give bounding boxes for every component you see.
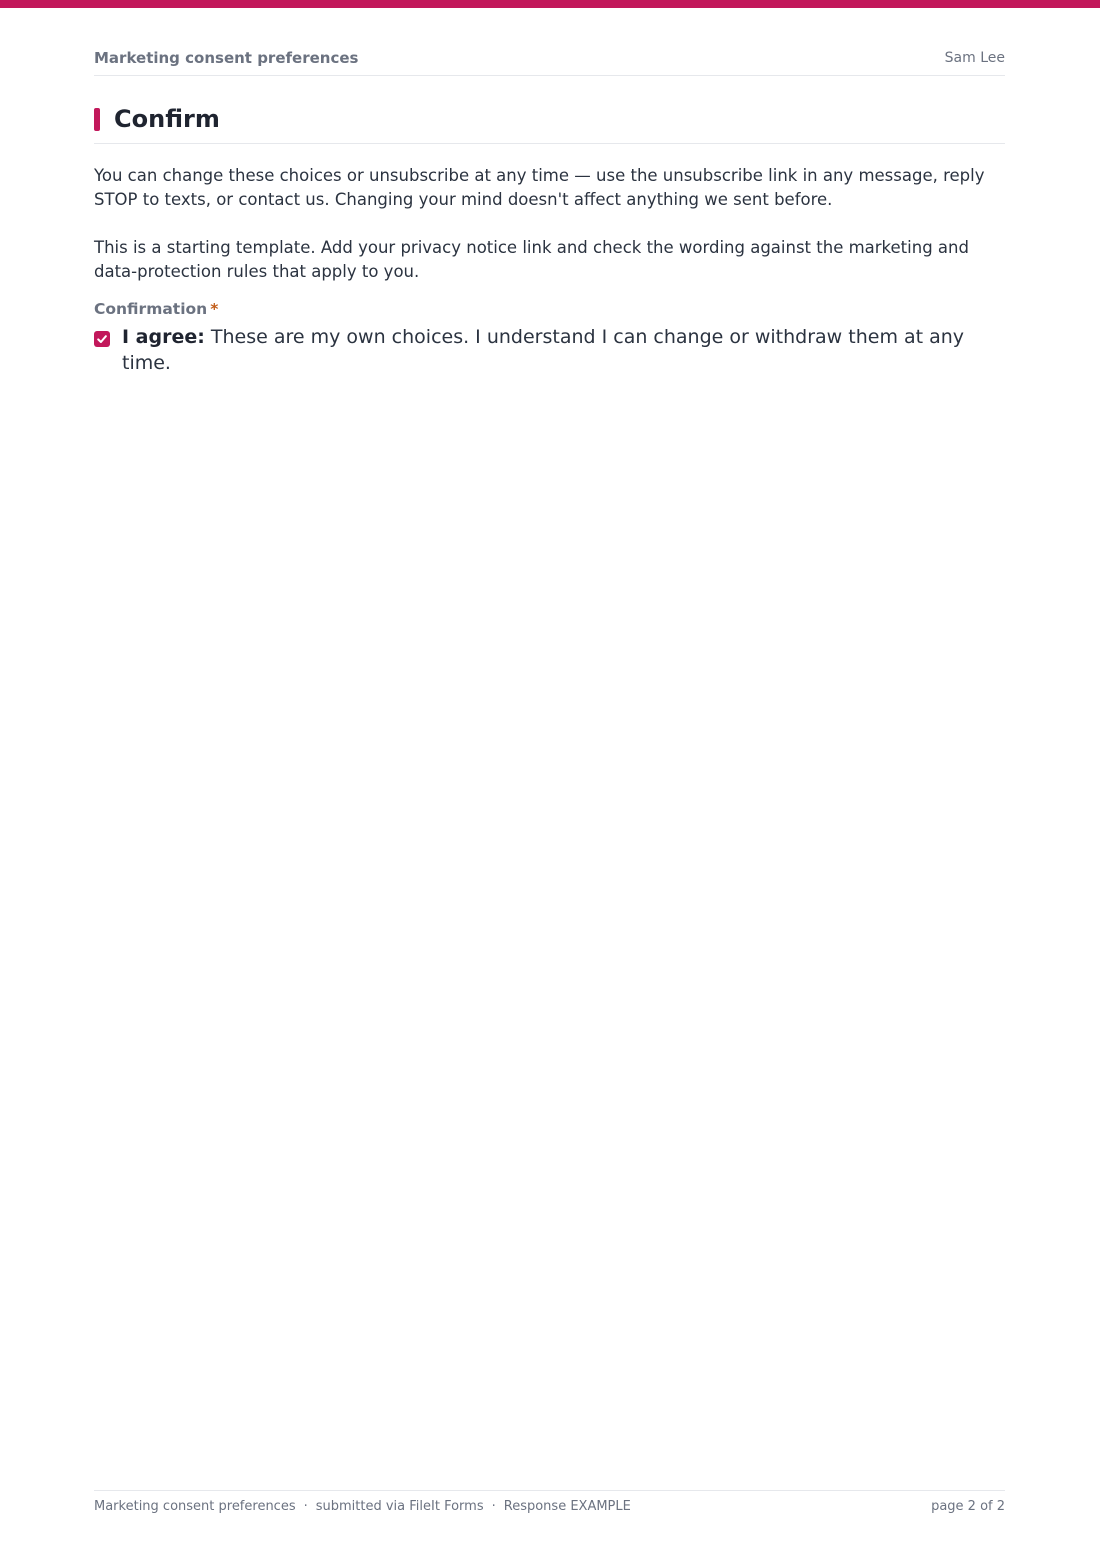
agree-label: I agree: [122, 326, 205, 348]
confirmation-label-text: Confirmation [94, 300, 208, 318]
section-title: Confirm [114, 105, 220, 133]
info-paragraph-unsubscribe: You can change these choices or unsubscribe at any time — use the unsubscribe link in any message, reply STOP to texts, or contact us. Changing your mind doesn't affect anything we sent before. [94, 166, 985, 209]
respondent-name: Sam Lee [944, 50, 1005, 66]
footer-response-id: Response EXAMPLE [503, 1499, 631, 1514]
footer-info [94, 1499, 631, 1514]
top-accent-bar [0, 0, 1100, 8]
page-number: page 2 of 2 [931, 1499, 1005, 1514]
document-title: Marketing consent preferences [94, 49, 359, 67]
section-accent-marker [94, 108, 100, 131]
required-asterisk: * [210, 300, 219, 318]
confirmation-checkbox-label [122, 324, 982, 376]
agree-text: These are my own choices. I understand I can change or withdraw them at any time. [122, 326, 965, 374]
info-paragraph-template: This is a starting template. Add your privacy notice link and check the wording against the marketing and data-protection rules that apply to you. [94, 238, 969, 281]
footer-separator: · [303, 1499, 308, 1514]
page-header [94, 48, 1005, 76]
confirmation-field-label [94, 300, 218, 318]
confirmation-checkbox[interactable] [94, 331, 110, 347]
footer-form-name: Marketing consent preferences [94, 1499, 296, 1514]
section-header [94, 106, 1005, 144]
footer-separator: · [491, 1499, 496, 1514]
check-icon [96, 333, 108, 345]
footer-submitted-via: submitted via FileIt Forms [315, 1499, 484, 1514]
page-footer [94, 1490, 1005, 1521]
